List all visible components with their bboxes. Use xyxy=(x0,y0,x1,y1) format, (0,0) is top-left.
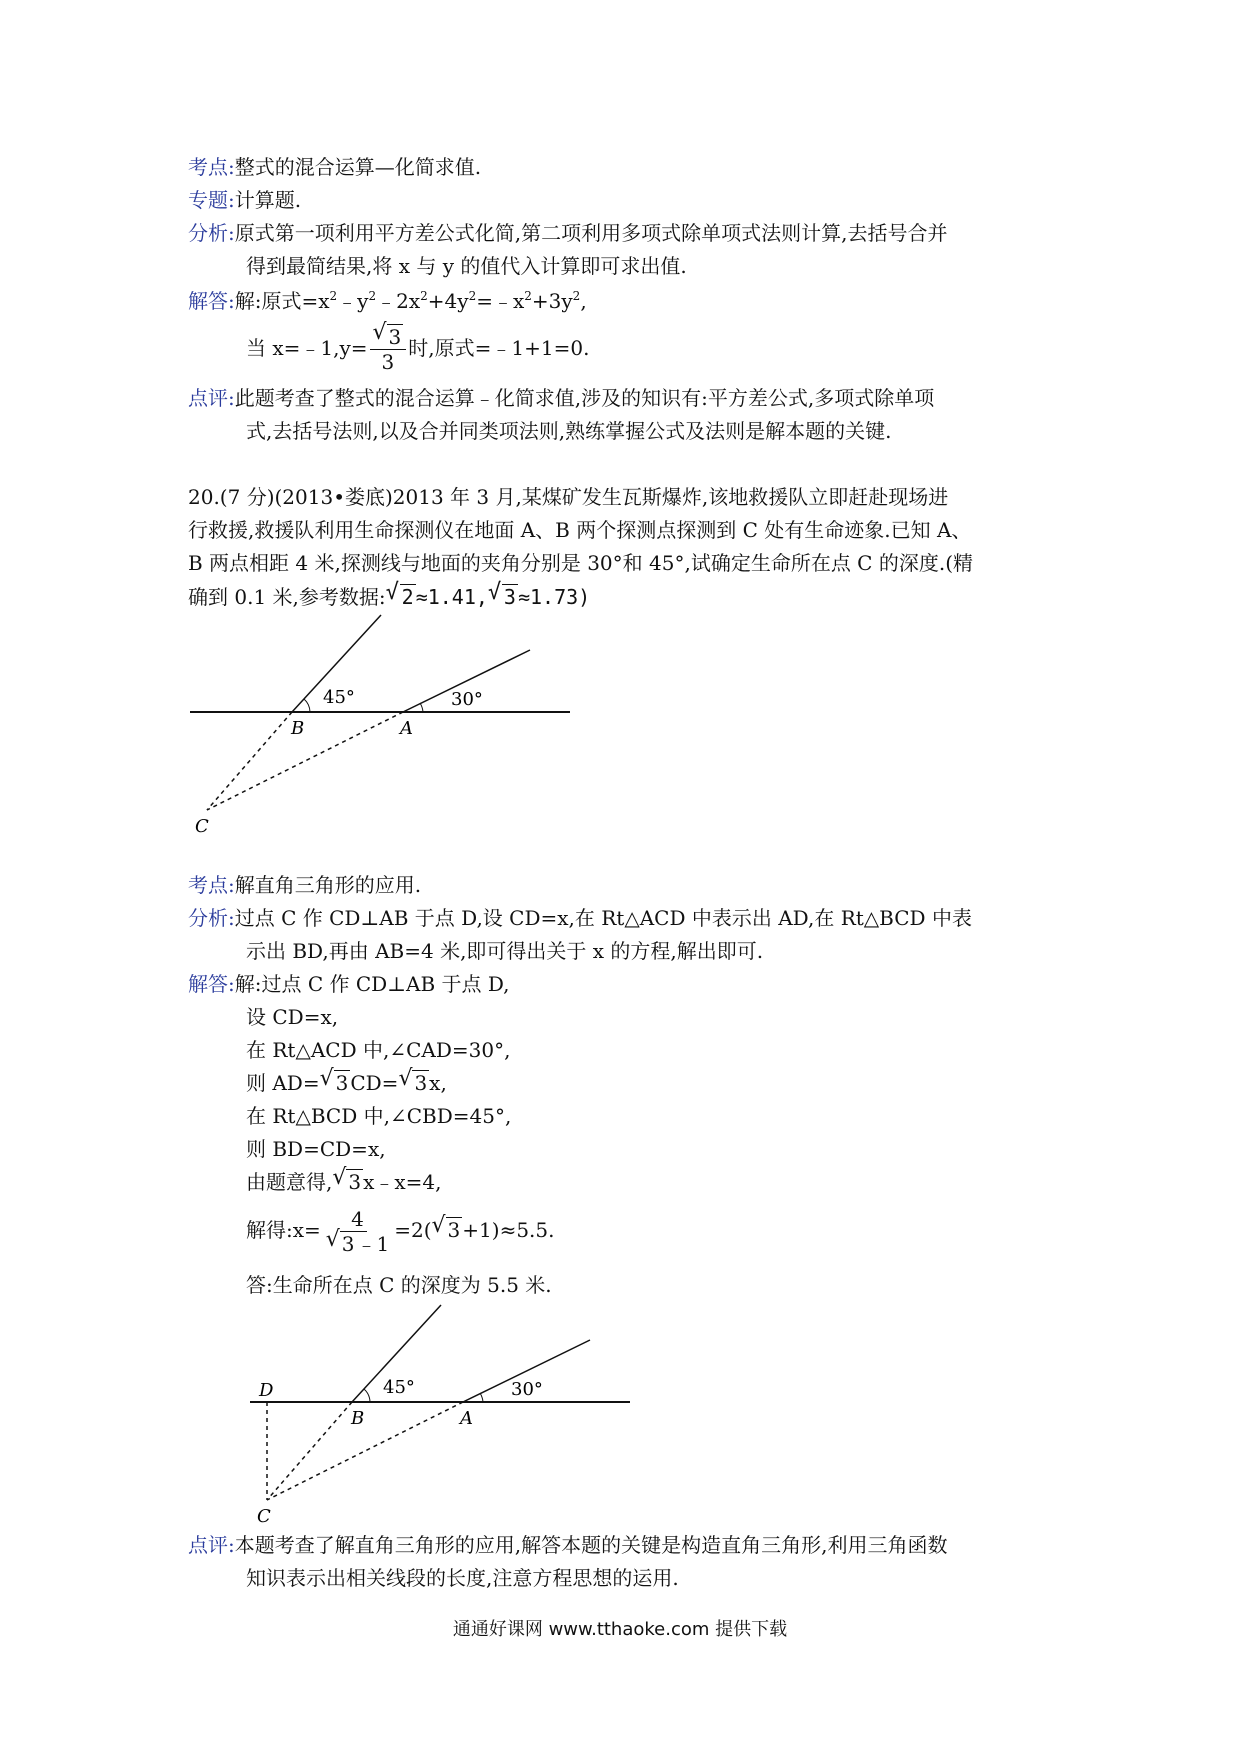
fig2-angle-45: 45° xyxy=(383,1377,415,1398)
q20-kaodian: 考点:解直角三角形的应用. xyxy=(188,873,422,897)
q20-stem-3: B 两点相距 4 米,探测线与地面的夹角分别是 30°和 45°,试确定生命所在点 C 的深度.(精 xyxy=(188,551,973,575)
q20-step-8: 解得:x= 4 √ 3 ﹣1 =2(√ 3 +1)≈5.5. xyxy=(246,1200,555,1260)
fig1-label-B: B xyxy=(291,718,305,739)
q19-dianping-cont: 式,去括号法则,以及合并同类项法则,熟练掌握公式及法则是解本题的关键. xyxy=(246,419,892,443)
label-fenxi: 分析: xyxy=(188,221,235,245)
fig2-label-B: B xyxy=(351,1408,365,1429)
q19-jieda: 解答:解:原式$=x^2﹣y^2﹣2x^2+4y^2=﹣x^2+3y^2$, xyxy=(188,289,587,313)
q20-step-7: 由题意得,√ 3 x﹣x=4, xyxy=(246,1167,442,1197)
fig2-label-C: C xyxy=(257,1506,271,1527)
q20-fenxi-cont: 示出 BD,再由 AB=4 米,即可得出关于 x 的方程,解出即可. xyxy=(246,939,764,963)
q20-step-5: 在 Rt△BCD 中,∠CBD=45°, xyxy=(246,1104,512,1128)
label-kaodian: 考点: xyxy=(188,155,235,179)
q20-stem-4: 确到 0.1 米,参考数据:√ 2 ≈1.41,√ 3 ≈1.73) xyxy=(188,582,590,612)
q20-step-2: 设 CD=x, xyxy=(246,1005,339,1029)
q19-dianping: 点评:此题考查了整式的混合运算﹣化简求值,涉及的知识有:平方差公式,多项式除单项 xyxy=(188,386,935,410)
footer-source: 通通好课网 www.tthaoke.com 提供下载 xyxy=(452,1619,788,1640)
fig1-angle-45: 45° xyxy=(323,687,355,708)
q19-kaodian: 考点:整式的混合运算—化简求值. xyxy=(188,155,482,179)
q19-zhuanti: 专题:计算题. xyxy=(188,188,302,212)
fig2-angle-30: 30° xyxy=(511,1379,543,1400)
label-kaodian-20: 考点: xyxy=(188,873,235,897)
q20-step-9: 答:生命所在点 C 的深度为 5.5 米. xyxy=(246,1273,552,1297)
fraction-4-over-sqrt3-minus-1: 4 √ 3 ﹣1 xyxy=(323,1207,392,1256)
label-zhuanti: 专题: xyxy=(188,188,235,212)
figure-2-diagram xyxy=(245,1300,635,1530)
fig1-angle-30: 30° xyxy=(451,689,483,710)
q20-stem-2: 行救援,救援队利用生命探测仪在地面 A、B 两个探测点探测到 C 处有生命迹象.已知 A、 xyxy=(188,518,972,542)
label-fenxi-20: 分析: xyxy=(188,906,235,930)
q20-step-6: 则 BD=CD=x, xyxy=(246,1137,386,1161)
q20-step-3: 在 Rt△ACD 中,∠CAD=30°, xyxy=(246,1038,511,1062)
q20-jieda: 解答:解:过点 C 作 CD⊥AB 于点 D, xyxy=(188,972,510,996)
figure-1-diagram xyxy=(185,610,575,840)
fig2-label-D: D xyxy=(259,1380,274,1401)
fig2-label-A: A xyxy=(460,1408,473,1429)
q20-dianping-cont: 知识表示出相关线段的长度,注意方程思想的运用. xyxy=(246,1566,679,1590)
label-dianping-20: 点评: xyxy=(188,1533,235,1557)
q19-fenxi-cont: 得到最简结果,将 x 与 y 的值代入计算即可求出值. xyxy=(246,254,687,278)
q19-substitution: 当 x=﹣1,y= √ $\frac{3}{3}$ 时,原式=﹣1+1=0. xyxy=(246,318,589,378)
q19-fenxi: 分析:原式第一项利用平方差公式化简,第二项利用多项式除单项式法则计算,去括号合并 xyxy=(188,221,948,245)
q20-step-4: 则 AD=√ 3 CD=√ 3 x, xyxy=(246,1068,447,1098)
fraction-sqrt3-over-3: √ $\frac{3}{3}$ xyxy=(370,325,407,374)
label-jieda-20: 解答: xyxy=(188,972,235,996)
fig1-label-C: C xyxy=(195,816,209,837)
label-jieda: 解答: xyxy=(188,289,235,313)
fig1-label-A: A xyxy=(400,718,413,739)
label-dianping: 点评: xyxy=(188,386,235,410)
q20-fenxi: 分析:过点 C 作 CD⊥AB 于点 D,设 CD=x,在 Rt△ACD 中表示出 AD,在 Rt△BCD 中表 xyxy=(188,906,972,930)
q20-stem-1: 20.(7 分)(2013•娄底)2013 年 3 月,某煤矿发生瓦斯爆炸,该地救援队立即赶赴现场进 xyxy=(188,485,949,509)
q20-dianping: 点评:本题考查了解直角三角形的应用,解答本题的关键是构造直角三角形,利用三角函数 xyxy=(188,1533,948,1557)
